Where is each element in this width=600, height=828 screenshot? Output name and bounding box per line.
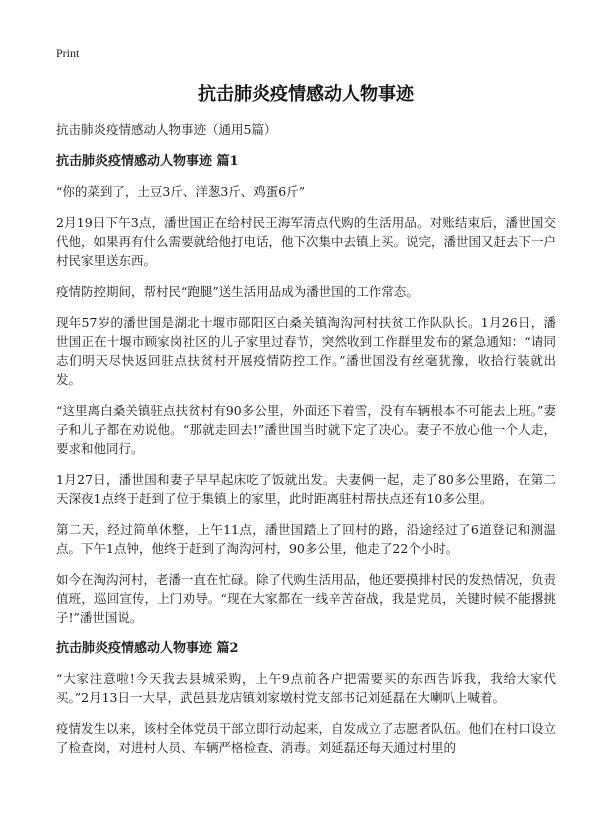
paragraph: 现年57岁的潘世国是湖北十堰市郧阳区白桑关镇淘沟河村扶贫工作队队长。1月26日，潘世国正在十堰市顾家岗社区的儿子家里过春节，突然收到工作群里发布的紧急通知：“请同志们明天尽快返回驻点扶贫村开展疫情防控工作。”潘世国没有丝毫犹豫，收拾行装就出发。 <box>56 315 556 387</box>
paragraph: “这里离白桑关镇驻点扶贫村有90多公里，外面还下着雪，没有车辆根本不可能去上班。”妻子和儿子都在劝说他。“那就走回去!”潘世国当时就下定了决心。妻子不放心他一个人走，要求和他同行。 <box>56 403 556 456</box>
document-title: 抗击肺炎疫情感动人物事迹 <box>198 84 414 105</box>
paragraph: 1月27日，潘世国和妻子早早起床吃了饭就出发。夫妻俩一起，走了80多公里路，在第二天深夜1点终于赶到了位于集镇上的家里，此时距离驻村帮扶点还有10多公里。 <box>56 472 556 506</box>
section-heading-1: 抗击肺炎疫情感动人物事迹 篇1 <box>56 154 239 169</box>
paragraph: 如今在淘沟河村，老潘一直在忙碌。除了代购生活用品，他还要摸排村民的发热情况，负责值班，巡回宣传，上门劝导。“现在大家都在一线辛苦奋战，我是党员，关键时候不能撂挑子!”潘世国说。 <box>56 572 557 625</box>
paragraph: “你的菜到了，土豆3斤、洋葱3斤、鸡蛋6斤” <box>56 184 306 199</box>
paragraph: 2月19日下午3点，潘世国正在给村民王海军清点代购的生活用品。对账结束后，潘世国交代他，如果再有什么需要就给他打电话，他下次集中去镇上买。说完，潘世国又赶去下一户村民家里送东西。 <box>56 215 557 268</box>
section-heading-2: 抗击肺炎疫情感动人物事迹 篇2 <box>56 641 239 656</box>
paragraph: 疫情发生以来，该村全体党员干部立即行动起来，自发成立了志愿者队伍。他们在村口设立了检查岗，对进村人员、车辆严格检查、消毒。刘延磊还每天通过村里的 <box>56 721 557 755</box>
paragraph: “大家注意啦!今天我去县城采购，上午9点前各户把需要买的东西告诉我，我给大家代买。”2月13日一大早，武邑县龙店镇刘家墩村党支部书记刘延磊在大喇叭上喊着。 <box>56 671 556 705</box>
print-link[interactable]: Print <box>56 46 80 60</box>
paragraph: 疫情防控期间，帮村民“跑腿”送生活用品成为潘世国的工作常态。 <box>56 284 419 299</box>
document-subtitle: 抗击肺炎疫情感动人物事迹（通用5篇） <box>56 122 277 137</box>
paragraph: 第二天，经过简单休整，上午11点，潘世国踏上了回村的路，沿途经过了6道登记和测温点。下午1点钟，他终于赶到了淘沟河村，90多公里，他走了22个小时。 <box>56 522 556 556</box>
document-body <box>56 120 556 769</box>
